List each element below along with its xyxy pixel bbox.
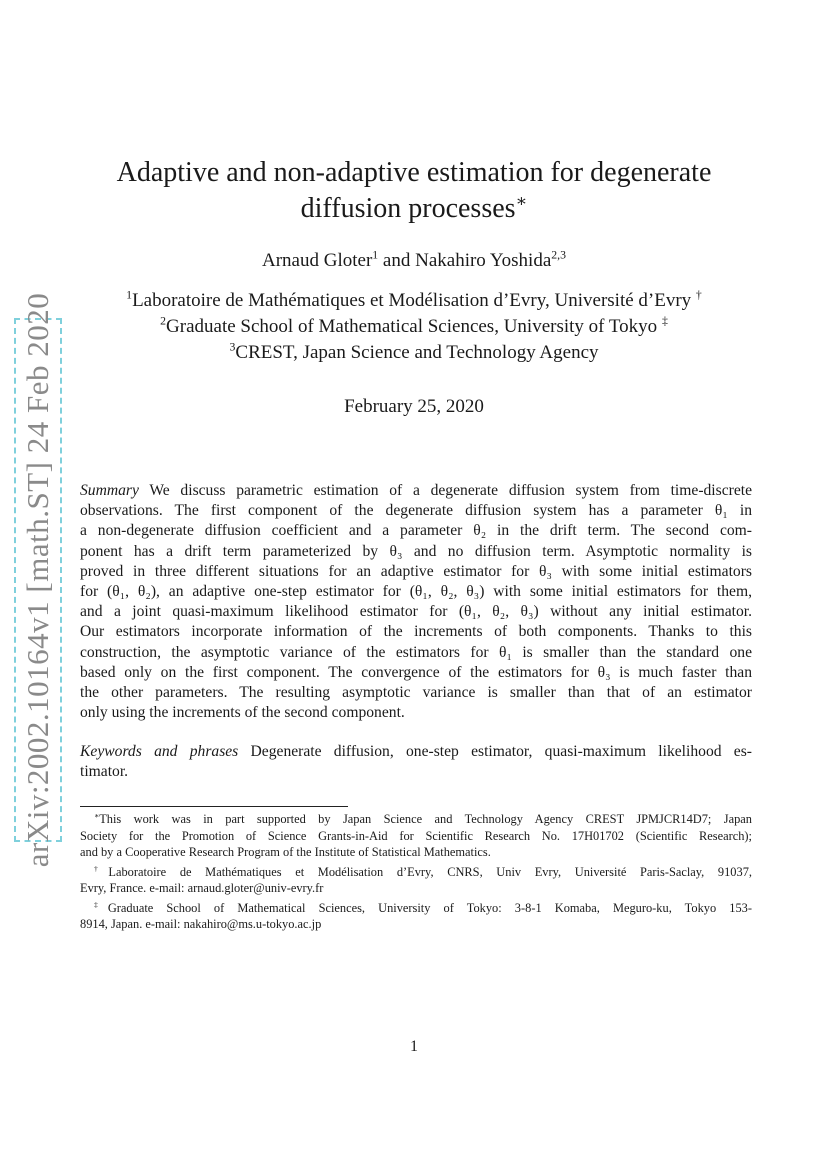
abstract-line: for (θ₁, θ₂), an adaptive one-step estimator for (θ₁, θ₂, θ₃) with some initial estimators for them, xyxy=(80,582,752,600)
keywords-line: timator. xyxy=(80,763,129,781)
author-2-affil: 2,3 xyxy=(551,248,566,262)
paper-title-line-2 xyxy=(0,193,828,225)
footnote-line xyxy=(80,811,752,828)
footnote-line xyxy=(80,900,752,917)
abstract-line: observations. The first component of the degenerate diffusion system has a parameter θ₁ in xyxy=(80,502,752,520)
publication-date: February 25, 2020 xyxy=(344,396,484,417)
abstract-line: only using the increments of the second component. xyxy=(80,704,405,722)
affiliation-1 xyxy=(0,290,828,312)
author-2: Nakahiro Yoshida xyxy=(415,250,552,271)
abstract-line: and a joint quasi-maximum likelihood estimator for (θ₁, θ₂, θ₃) without any initial estimator. xyxy=(80,603,752,621)
footnote-line: Society for the Promotion of Science Grants-in-Aid for Scientific Research No. 17H01702 (Scientific Research); xyxy=(80,828,752,843)
keywords-line-text: Degenerate diffusion, one-step estimator, quasi-maximum likelihood es- xyxy=(238,743,752,760)
footnote-text: This work was in part supported by Japan Science and Technology Agency CREST JPMJCR14D7; Japan xyxy=(99,812,752,826)
footnote-mark: ∗ xyxy=(94,810,100,820)
abstract-line: the other parameters. The resulting asymptotic variance is smaller than that of an estimator xyxy=(80,683,752,701)
affiliation-1-mark: † xyxy=(695,288,702,302)
affiliation-2-num: 2 xyxy=(160,314,167,328)
footnote-line xyxy=(80,864,752,881)
affiliation-3-num: 3 xyxy=(229,340,236,354)
abstract-line: proved in three different situations for an adaptive estimator for θ₃ with some initial estimators xyxy=(80,562,752,580)
affiliation-2-mark: ‡ xyxy=(661,314,668,328)
arxiv-stamp-text: arXiv:2002.10164v1 [math.ST] 24 Feb 2020 xyxy=(20,292,55,868)
author-conjunction: and xyxy=(378,250,416,271)
author-1-affil: 1 xyxy=(372,248,379,262)
affiliation-1-num: 1 xyxy=(126,288,133,302)
keywords-label: Keywords and phrases xyxy=(80,743,239,760)
footnotes xyxy=(80,811,752,933)
keywords xyxy=(80,742,752,782)
affiliation-1-text: Laboratoire de Mathématiques et Modélisation d’Evry, Université d’Evry xyxy=(132,290,692,311)
abstract-line: Our estimators incorporate information of the increments of both components. Thanks to this xyxy=(80,623,752,641)
abstract-line: ponent has a drift term parameterized by θ₃ and no diffusion term. Asymptotic normality is xyxy=(80,542,752,560)
footnote-rule xyxy=(80,806,348,807)
affiliation-3 xyxy=(0,342,828,364)
abstract-line-text: We discuss parametric estimation of a degenerate diffusion system from time-discrete xyxy=(138,482,752,499)
title-footnote-mark: ∗ xyxy=(515,191,528,211)
affiliation-3-text: CREST, Japan Science and Technology Agency xyxy=(235,342,599,363)
affiliation-2-text: Graduate School of Mathematical Sciences, University of Tokyo xyxy=(166,316,658,337)
abstract-line xyxy=(80,481,752,501)
footnote-text: Graduate School of Mathematical Sciences, University of Tokyo: 3-8-1 Komaba, Meguro-ku, Tokyo 153- xyxy=(107,900,752,915)
author-line xyxy=(0,250,828,272)
paper-title-line-1: Adaptive and non-adaptive estimation for degenerate xyxy=(116,157,712,188)
footnote-line: Evry, France. e-mail: arnaud.gloter@univ-evry.fr xyxy=(80,881,324,895)
keywords-line xyxy=(80,742,752,762)
affiliation-2 xyxy=(0,316,828,338)
abstract-line: based only on the first component. The convergence of the estimators for θ₃ is much faster than xyxy=(80,663,752,681)
footnote-line: 8914, Japan. e-mail: nakahiro@ms.u-tokyo.ac.jp xyxy=(80,917,322,931)
footnote-mark: † xyxy=(94,863,109,873)
page-number: 1 xyxy=(410,1038,418,1055)
abstract-label: Summary xyxy=(80,482,139,499)
abstract-line: construction, the asymptotic variance of the estimators for θ₁ is smaller than the standard one xyxy=(80,643,752,661)
footnote-text: Laboratoire de Mathématiques et Modélisation d’Evry, CNRS, Univ Evry, Université Paris-Saclay, 91037, xyxy=(108,864,752,879)
footnote-line: and by a Cooperative Research Program of the Institute of Statistical Mathematics. xyxy=(80,845,491,859)
paper-title-line-2-text: diffusion processes xyxy=(300,193,516,224)
author-1: Arnaud Gloter xyxy=(262,250,373,271)
abstract-line: a non-degenerate diffusion coefficient and a parameter θ₂ in the drift term. The second com- xyxy=(80,522,752,540)
abstract xyxy=(80,481,752,723)
footnote-mark: ‡ xyxy=(94,899,108,909)
